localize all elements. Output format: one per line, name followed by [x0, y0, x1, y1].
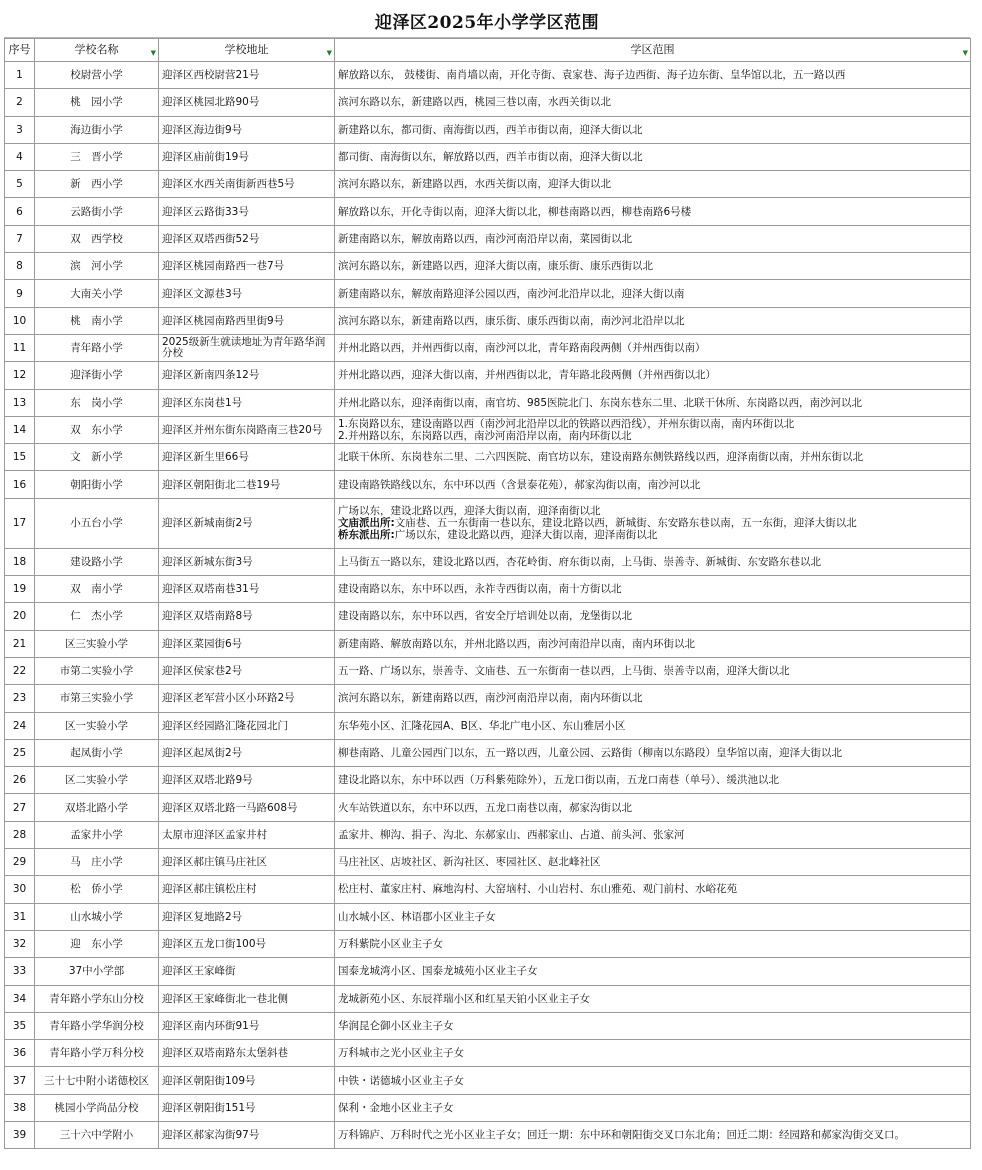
cell-seq[interactable]: 22 [5, 657, 35, 684]
cell-school-address[interactable]: 迎泽区经园路汇隆花园北门 [159, 712, 335, 739]
cell-school-name[interactable]: 双 东小学 [35, 416, 159, 443]
cell-school-name[interactable]: 迎泽街小学 [35, 362, 159, 389]
cell-seq[interactable]: 31 [5, 903, 35, 930]
cell-school-name[interactable]: 朝阳街小学 [35, 471, 159, 498]
cell-district-range[interactable]: 建设北路以东，东中环以西（万科紫苑除外），五龙口街以南，五龙口南巷（单号）、缓洪池以北 [335, 767, 971, 794]
cell-school-address[interactable]: 迎泽区新城南街2号 [159, 498, 335, 548]
cell-school-address[interactable]: 迎泽区并州东街东岗路南三巷20号 [159, 416, 335, 443]
cell-seq[interactable]: 2 [5, 89, 35, 116]
cell-district-range[interactable]: 松庄村、董家庄村、麻地沟村、大窑垴村、小山岩村、东山雅苑、观门前村、水峪花苑 [335, 876, 971, 903]
table-row [5, 62, 971, 89]
cell-school-name[interactable]: 迎 东小学 [35, 930, 159, 957]
cell-school-address[interactable]: 迎泽区侯家巷2号 [159, 657, 335, 684]
cell-school-name[interactable]: 桃园小学尚品分校 [35, 1094, 159, 1121]
cell-school-address[interactable]: 迎泽区双塔南巷31号 [159, 576, 335, 603]
cell-school-address[interactable]: 迎泽区新南四条12号 [159, 362, 335, 389]
table-row [5, 576, 971, 603]
cell-district-range[interactable]: 滨河东路以东，新建路以西，迎泽大街以南，康乐街、康乐西街以北 [335, 253, 971, 280]
cell-seq[interactable]: 30 [5, 876, 35, 903]
cell-school-address[interactable]: 迎泽区王家峰街北一巷北侧 [159, 985, 335, 1012]
cell-district-range[interactable]: 万科锦庐、万科时代之光小区业主子女；回迁一期：东中环和朝阳街交叉口东北角；回迁二期：经园路和郝家沟街交叉口。 [335, 1121, 971, 1148]
cell-seq[interactable]: 24 [5, 712, 35, 739]
filter-dropdown-icon[interactable]: ▼ [326, 49, 332, 57]
cell-school-address[interactable]: 迎泽区文源巷3号 [159, 280, 335, 307]
header-range-label: 学区范围 [630, 43, 675, 56]
table-row [5, 334, 971, 361]
cell-school-address[interactable]: 迎泽区五龙口街100号 [159, 930, 335, 957]
police-station-label: 文庙派出所: [338, 517, 395, 530]
cell-seq[interactable]: 7 [5, 225, 35, 252]
cell-seq[interactable]: 37 [5, 1067, 35, 1094]
cell-school-name[interactable]: 文 新小学 [35, 444, 159, 471]
cell-district-range[interactable]: 北联干休所、东岗巷东二里、二六四医院、南官坊以东，建设南路东侧铁路线以西，迎泽南街以南，并州东街以北 [335, 444, 971, 471]
cell-district-range[interactable]: 解放路以东，开化寺街以南，迎泽大街以北，柳巷南路以西，柳巷南路6号楼 [335, 198, 971, 225]
cell-district-range[interactable]: 马庄社区、店坡社区、新沟社区、枣园社区、赵北峰社区 [335, 849, 971, 876]
cell-seq[interactable]: 3 [5, 116, 35, 143]
cell-district-range[interactable]: 国泰龙城湾小区、国泰龙城苑小区业主子女 [335, 958, 971, 985]
page-title: 迎泽区2025年小学学区范围 [374, 13, 600, 33]
cell-district-range[interactable]: 滨河东路以东，新建路以西，水西关街以南，迎泽大街以北 [335, 171, 971, 198]
table-row [5, 630, 971, 657]
cell-school-name[interactable]: 双塔北路小学 [35, 794, 159, 821]
cell-seq[interactable]: 11 [5, 334, 35, 361]
range-line [338, 517, 967, 529]
cell-district-range[interactable]: 孟家井、柳沟、捐子、沟北、东郝家山、西郝家山、占道、前头河、张家河 [335, 821, 971, 848]
cell-school-name[interactable]: 青年路小学万科分校 [35, 1040, 159, 1067]
cell-school-name[interactable]: 新 西小学 [35, 171, 159, 198]
table-row [5, 307, 971, 334]
cell-school-name[interactable]: 小五台小学 [35, 498, 159, 548]
cell-school-address[interactable]: 迎泽区朝阳街151号 [159, 1094, 335, 1121]
cell-school-name[interactable]: 区二实验小学 [35, 767, 159, 794]
cell-district-range[interactable]: 新建南路以东，解放南路以西，南沙河南沿岸以南，菜园街以北 [335, 225, 971, 252]
title-row [4, 4, 970, 38]
cell-seq[interactable]: 15 [5, 444, 35, 471]
cell-seq[interactable]: 16 [5, 471, 35, 498]
cell-school-address[interactable]: 迎泽区双塔南路8号 [159, 603, 335, 630]
table-row [5, 739, 971, 766]
cell-school-address[interactable]: 迎泽区水西关南街新西巷5号 [159, 171, 335, 198]
cell-school-name[interactable]: 校尉营小学 [35, 62, 159, 89]
cell-district-range[interactable]: 华润昆仑御小区业主子女 [335, 1012, 971, 1039]
cell-seq[interactable]: 27 [5, 794, 35, 821]
cell-school-address[interactable]: 迎泽区桃园北路90号 [159, 89, 335, 116]
cell-seq[interactable]: 29 [5, 849, 35, 876]
cell-district-range[interactable]: 解放路以东， 鼓楼街、南肖墙以南，开化寺街、袁家巷、海子边西街、海子边东街、皇华馆以北，五一路以西 [335, 62, 971, 89]
cell-school-name[interactable]: 37中小学部 [35, 958, 159, 985]
cell-seq[interactable]: 25 [5, 739, 35, 766]
table-body [5, 62, 971, 1149]
table-row [5, 389, 971, 416]
cell-school-name[interactable]: 滨 河小学 [35, 253, 159, 280]
cell-seq[interactable]: 19 [5, 576, 35, 603]
cell-seq[interactable]: 1 [5, 62, 35, 89]
header-range[interactable] [335, 39, 971, 62]
cell-school-address[interactable]: 迎泽区老军营小区小环路2号 [159, 685, 335, 712]
cell-seq[interactable]: 36 [5, 1040, 35, 1067]
table-row [5, 930, 971, 957]
cell-school-name[interactable]: 建设路小学 [35, 548, 159, 575]
cell-school-name[interactable]: 三十七中附小诺德校区 [35, 1067, 159, 1094]
cell-seq[interactable]: 14 [5, 416, 35, 443]
table-row [5, 958, 971, 985]
cell-school-name[interactable]: 马 庄小学 [35, 849, 159, 876]
table-row [5, 903, 971, 930]
cell-seq[interactable]: 10 [5, 307, 35, 334]
cell-school-address[interactable]: 2025级新生就读地址为青年路华润分校 [159, 334, 335, 361]
cell-school-address[interactable]: 迎泽区新城东街3号 [159, 548, 335, 575]
cell-district-range[interactable]: 中铁・诺德城小区业主子女 [335, 1067, 971, 1094]
filter-dropdown-icon[interactable]: ▼ [150, 49, 156, 57]
table-row [5, 657, 971, 684]
cell-school-name[interactable]: 青年路小学 [35, 334, 159, 361]
cell-district-range[interactable]: 都司街、南海街以东，解放路以西，西羊市街以南，迎泽大街以北 [335, 143, 971, 170]
cell-seq[interactable]: 8 [5, 253, 35, 280]
cell-district-range[interactable]: 并州北路以西，迎泽大街以南，并州西街以北，青年路北段两侧（并州西街以北） [335, 362, 971, 389]
cell-seq[interactable]: 34 [5, 985, 35, 1012]
cell-school-name[interactable]: 孟家井小学 [35, 821, 159, 848]
cell-school-address[interactable]: 迎泽区桃园南路西里街9号 [159, 307, 335, 334]
table-row [5, 143, 971, 170]
police-station-label: 桥东派出所: [338, 529, 395, 542]
cell-school-address[interactable]: 迎泽区云路街33号 [159, 198, 335, 225]
header-seq-label: 序号 [8, 43, 31, 56]
cell-school-name[interactable]: 东 岗小学 [35, 389, 159, 416]
cell-school-name[interactable]: 松 侨小学 [35, 876, 159, 903]
cell-district-range[interactable]: 火车站铁道以东，东中环以西，五龙口南巷以南，郝家沟街以北 [335, 794, 971, 821]
cell-district-range[interactable]: 并州北路以东，迎泽南街以南，南官坊、985医院北门、东岗东巷东二里、北联干休所、东岗路以西，南沙河以北 [335, 389, 971, 416]
table-row [5, 603, 971, 630]
cell-school-name[interactable]: 市第三实验小学 [35, 685, 159, 712]
table-row [5, 1067, 971, 1094]
cell-school-name[interactable]: 区一实验小学 [35, 712, 159, 739]
cell-school-address[interactable]: 迎泽区新生里66号 [159, 444, 335, 471]
cell-district-range[interactable]: 滨河东路以东，新建南路以西，南沙河南沿岸以南，南内环街以北 [335, 685, 971, 712]
cell-seq[interactable]: 38 [5, 1094, 35, 1121]
cell-district-range[interactable]: 万科城市之光小区业主子女 [335, 1040, 971, 1067]
table-row [5, 985, 971, 1012]
school-district-table [4, 38, 971, 1149]
table-row [5, 362, 971, 389]
cell-school-address[interactable]: 迎泽区起凤街2号 [159, 739, 335, 766]
cell-seq[interactable]: 12 [5, 362, 35, 389]
range-line: 广场以东，建设北路以西，迎泽大街以南，迎泽南街以北 [338, 505, 601, 518]
table-row [5, 849, 971, 876]
cell-district-range[interactable]: 保利・金地小区业主子女 [335, 1094, 971, 1121]
cell-seq[interactable]: 5 [5, 171, 35, 198]
cell-district-range[interactable]: 滨河东路以东，新建南路以西，康乐街、康乐西街以南，南沙河北沿岸以北 [335, 307, 971, 334]
cell-school-address[interactable]: 迎泽区郝庄镇马庄社区 [159, 849, 335, 876]
table-row [5, 253, 971, 280]
cell-seq[interactable]: 28 [5, 821, 35, 848]
cell-seq[interactable]: 33 [5, 958, 35, 985]
range-line [338, 529, 967, 541]
table-row [5, 471, 971, 498]
cell-district-range[interactable] [335, 416, 971, 443]
cell-school-address[interactable]: 迎泽区双塔北路一马路608号 [159, 794, 335, 821]
table-row [5, 1012, 971, 1039]
cell-seq[interactable]: 18 [5, 548, 35, 575]
table-row [5, 1094, 971, 1121]
cell-district-range[interactable]: 滨河东路以东，新建路以西，桃园三巷以南，水西关街以北 [335, 89, 971, 116]
cell-school-address[interactable]: 迎泽区桃园南路西一巷7号 [159, 253, 335, 280]
cell-district-range[interactable]: 新建南路、解放南路以东，并州北路以西，南沙河南沿岸以南，南内环街以北 [335, 630, 971, 657]
cell-seq[interactable]: 32 [5, 930, 35, 957]
cell-seq[interactable]: 23 [5, 685, 35, 712]
cell-school-address[interactable]: 迎泽区东岗巷1号 [159, 389, 335, 416]
table-row [5, 416, 971, 443]
cell-district-range[interactable] [335, 498, 971, 548]
table-row [5, 280, 971, 307]
table-row [5, 712, 971, 739]
cell-school-name[interactable]: 起凤街小学 [35, 739, 159, 766]
table-row [5, 198, 971, 225]
cell-school-address[interactable]: 迎泽区朝阳街北二巷19号 [159, 471, 335, 498]
filter-dropdown-icon[interactable]: ▼ [962, 49, 968, 57]
cell-district-range[interactable]: 东华苑小区、汇隆花园A、B区、华北广电小区、东山雅居小区 [335, 712, 971, 739]
cell-seq[interactable]: 21 [5, 630, 35, 657]
cell-school-address[interactable]: 迎泽区复地路2号 [159, 903, 335, 930]
cell-seq[interactable]: 17 [5, 498, 35, 548]
cell-school-address[interactable]: 迎泽区双塔南路东太堡斜巷 [159, 1040, 335, 1067]
cell-school-address[interactable]: 迎泽区王家峰街 [159, 958, 335, 985]
cell-seq[interactable]: 13 [5, 389, 35, 416]
cell-school-address[interactable]: 迎泽区庙前街19号 [159, 143, 335, 170]
table-row [5, 444, 971, 471]
cell-seq[interactable]: 35 [5, 1012, 35, 1039]
cell-school-name[interactable]: 区三实验小学 [35, 630, 159, 657]
table-row [5, 171, 971, 198]
header-name-label: 学校名称 [74, 43, 119, 56]
table-row [5, 685, 971, 712]
cell-school-address[interactable]: 太原市迎泽区孟家井村 [159, 821, 335, 848]
table-row [5, 225, 971, 252]
range-text: 广场以东，建设北路以西，迎泽大街以南，迎泽南街以北 [394, 529, 658, 542]
cell-school-name[interactable]: 桃 园小学 [35, 89, 159, 116]
cell-seq[interactable]: 20 [5, 603, 35, 630]
cell-district-range[interactable]: 万科紫院小区业主子女 [335, 930, 971, 957]
cell-seq[interactable]: 4 [5, 143, 35, 170]
cell-school-name[interactable]: 三 晋小学 [35, 143, 159, 170]
cell-seq[interactable]: 6 [5, 198, 35, 225]
table-row [5, 876, 971, 903]
header-name[interactable] [35, 39, 159, 62]
cell-school-address[interactable]: 迎泽区郝家沟街97号 [159, 1121, 335, 1148]
cell-district-range[interactable]: 新建路以东，都司街、南海街以西，西羊市街以南，迎泽大街以北 [335, 116, 971, 143]
cell-district-range[interactable]: 五一路、广场以东，崇善寺、文庙巷、五一东街南一巷以西，上马街、崇善寺以南，迎泽大街以北 [335, 657, 971, 684]
cell-district-range[interactable]: 新建南路以东，解放南路迎泽公园以西，南沙河北沿岸以北，迎泽大街以南 [335, 280, 971, 307]
cell-school-name[interactable]: 云路街小学 [35, 198, 159, 225]
header-seq[interactable] [5, 39, 35, 62]
table-row [5, 1121, 971, 1148]
cell-school-address[interactable]: 迎泽区南内环街91号 [159, 1012, 335, 1039]
cell-school-address[interactable]: 迎泽区菜园街6号 [159, 630, 335, 657]
cell-school-name[interactable]: 青年路小学东山分校 [35, 985, 159, 1012]
cell-seq[interactable]: 9 [5, 280, 35, 307]
cell-school-name[interactable]: 海边街小学 [35, 116, 159, 143]
range-text: 文庙巷、五一东街南一巷以东，建设北路以西，新城街、东安路东巷以南，五一东街，迎泽大街以北 [394, 517, 857, 530]
cell-seq[interactable]: 39 [5, 1121, 35, 1148]
cell-district-range[interactable]: 建设南路以东，东中环以西，省安全厅培训处以南，龙堡街以北 [335, 603, 971, 630]
cell-school-address[interactable]: 迎泽区双塔北路9号 [159, 767, 335, 794]
table-row [5, 498, 971, 548]
cell-school-address[interactable]: 迎泽区海边街9号 [159, 116, 335, 143]
spreadsheet [4, 4, 970, 1149]
cell-school-address[interactable]: 迎泽区朝阳街109号 [159, 1067, 335, 1094]
cell-school-address[interactable]: 迎泽区双塔西街52号 [159, 225, 335, 252]
cell-district-range[interactable]: 建设南路铁路线以东，东中环以西（含景泰花苑），郝家沟街以南，南沙河以北 [335, 471, 971, 498]
table-row [5, 794, 971, 821]
cell-district-range[interactable]: 龙城新苑小区、东辰祥瑞小区和红星天铂小区业主子女 [335, 985, 971, 1012]
cell-school-name[interactable]: 三十六中学附小 [35, 1121, 159, 1148]
cell-district-range[interactable]: 山水城小区、林语郡小区业主子女 [335, 903, 971, 930]
cell-school-name[interactable]: 青年路小学华润分校 [35, 1012, 159, 1039]
header-addr-label: 学校地址 [224, 43, 269, 56]
cell-school-name[interactable]: 大南关小学 [35, 280, 159, 307]
cell-school-address[interactable]: 迎泽区西校尉营21号 [159, 62, 335, 89]
table-row [5, 767, 971, 794]
cell-school-name[interactable]: 双 西学校 [35, 225, 159, 252]
header-row [5, 39, 971, 62]
cell-district-range[interactable]: 柳巷南路、儿童公园西门以东，五一路以西，儿童公园、云路街（柳南以东路段）皇华馆以南，迎泽大街以北 [335, 739, 971, 766]
cell-school-name[interactable]: 山水城小学 [35, 903, 159, 930]
range-line: 1.东岗路以东，建设南路以西（南沙河北沿岸以北的铁路以西沿线），并州东街以南，南内环街以北 [338, 418, 795, 430]
cell-school-name[interactable]: 仁 杰小学 [35, 603, 159, 630]
table-row [5, 821, 971, 848]
range-line: 2.并州路以东，东岗路以西，南沙河南沿岸以南，南内环街以北 [338, 430, 632, 442]
table-row [5, 89, 971, 116]
cell-school-name[interactable]: 桃 南小学 [35, 307, 159, 334]
cell-school-address[interactable]: 迎泽区郝庄镇松庄村 [159, 876, 335, 903]
cell-district-range[interactable]: 建设南路以东，东中环以西，永祚寺西街以南，南十方街以北 [335, 576, 971, 603]
table-row [5, 1040, 971, 1067]
cell-district-range[interactable]: 并州北路以西，并州西街以南，南沙河以北，青年路南段两侧（并州西街以南） [335, 334, 971, 361]
header-addr[interactable] [159, 39, 335, 62]
cell-school-name[interactable]: 双 南小学 [35, 576, 159, 603]
table-row [5, 548, 971, 575]
cell-district-range[interactable]: 上马街五一路以东，建设北路以西，杏花岭街、府东街以南，上马街、崇善寺、新城街、东安路东巷以北 [335, 548, 971, 575]
cell-school-name[interactable]: 市第二实验小学 [35, 657, 159, 684]
table-row [5, 116, 971, 143]
cell-seq[interactable]: 26 [5, 767, 35, 794]
